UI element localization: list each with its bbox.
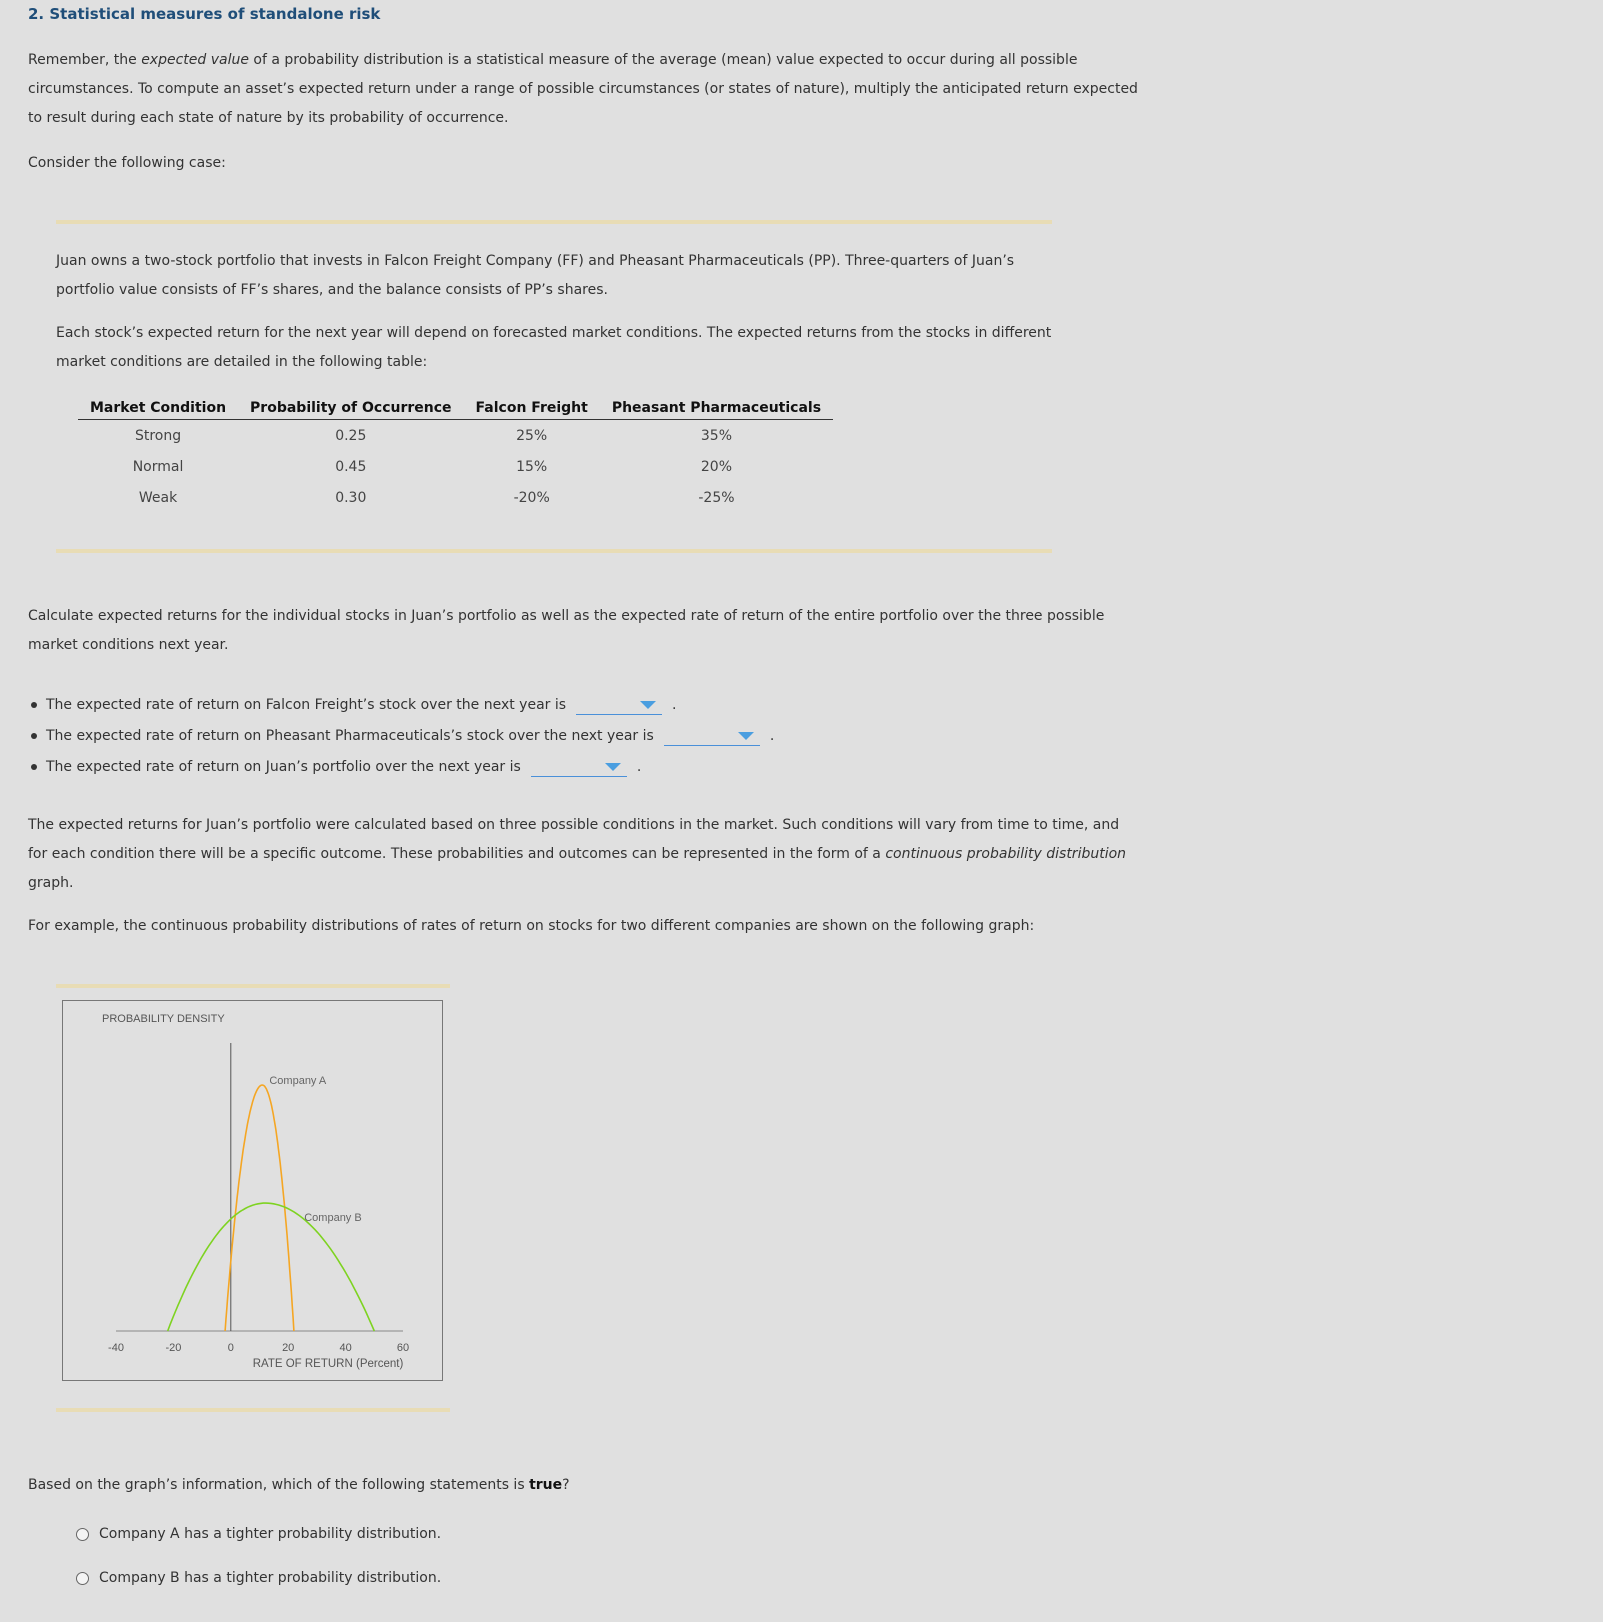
series-curve-company-a (225, 1085, 294, 1331)
cell-pp-return: 20% (700, 458, 732, 475)
x-tick-label: 0 (227, 1342, 234, 1354)
cell-probability: 0.45 (335, 458, 367, 475)
intro-text-start: Remember, the (28, 52, 142, 68)
header-pheasant-pharma: Pheasant Pharmaceuticals (600, 397, 833, 420)
cell-condition: Normal (132, 458, 184, 475)
chevron-down-icon (605, 763, 621, 771)
table-row (78, 420, 833, 452)
bullet-text: The expected rate of return on Falcon Freight’s stock over the next year is (46, 696, 567, 713)
graph-intro: For example, the continuous probability distributions of rates of return on stocks for two different companies are shown on the following graph: (28, 918, 1035, 934)
cell-probability: 0.25 (335, 427, 367, 444)
answer-option-a[interactable] (76, 1526, 441, 1542)
graph-bottom-rule (56, 1408, 450, 1412)
cell-ff-return: -20% (513, 489, 550, 506)
cell-condition: Weak (138, 489, 178, 506)
chevron-down-icon (738, 732, 754, 740)
option-b-label: Company B has a tighter probability distribution. (99, 1570, 442, 1586)
series-label: Company B (304, 1212, 362, 1225)
section-title: 2. Statistical measures of standalone risk (28, 5, 381, 23)
bullet-dot (31, 702, 37, 708)
bullet-period: . (769, 727, 775, 744)
x-tick-label: 40 (339, 1342, 352, 1354)
radio-button-b[interactable] (76, 1572, 89, 1585)
header-probability: Probability of Occurrence (238, 397, 463, 420)
portfolio-return-dropdown[interactable] (531, 756, 627, 777)
table-row (78, 482, 833, 513)
bullet-pp-return (28, 725, 774, 746)
x-tick-label: -20 (165, 1342, 182, 1354)
cell-pp-return: -25% (698, 489, 735, 506)
y-axis-label: PROBABILITY DENSITY (102, 1013, 225, 1025)
distribution-emphasis: distribution (1046, 846, 1127, 862)
table-row (78, 451, 833, 482)
intro-emphasis: expected value (141, 52, 249, 68)
option-a-label: Company A has a tighter probability distribution. (99, 1526, 442, 1542)
header-falcon-freight: Falcon Freight (464, 397, 600, 420)
bullet-portfolio-return (28, 756, 641, 777)
cell-condition: Strong (134, 427, 182, 444)
bullet-text: The expected rate of return on Pheasant Pharmaceuticals’s stock over the next year is (46, 727, 654, 744)
case-bottom-rule (56, 549, 1052, 553)
bullet-dot (31, 764, 37, 770)
distribution-chart (63, 1001, 442, 1380)
probability-graph (62, 1000, 443, 1381)
question-text-end: ? (562, 1477, 570, 1493)
continuous-paragraph (28, 811, 1138, 898)
answer-option-b[interactable] (76, 1570, 441, 1586)
continuous-text-start: The expected returns for Juan’s portfolio were calculated based on three possible conditions in the market. Such conditions will vary from time to time, and for each condition there will be a specific outcome. These probabilities and outcomes can be represented in the form of a (28, 817, 1120, 862)
cell-ff-return: 25% (516, 427, 548, 444)
bullet-period: . (636, 758, 642, 775)
header-market-condition: Market Condition (78, 397, 238, 420)
radio-button-a[interactable] (76, 1528, 89, 1541)
intro-paragraph (28, 46, 1138, 133)
question-text (28, 1471, 1138, 1500)
x-axis-label: RATE OF RETURN (Percent) (252, 1358, 404, 1370)
x-tick-label: -40 (108, 1342, 124, 1354)
case-paragraph-2: Each stock’s expected return for the next year will depend on forecasted market conditions. The expected returns from the stocks in different market conditions are detailed in the following table: (56, 325, 1052, 370)
cell-pp-return: 35% (700, 427, 732, 444)
graph-top-rule (56, 984, 450, 988)
question-emphasis: true (529, 1477, 563, 1493)
x-tick-label: 20 (282, 1342, 295, 1354)
bullet-ff-return (28, 694, 677, 715)
question-text-start: Based on the graph’s information, which of the following statements is (28, 1477, 530, 1493)
x-tick-label: 60 (396, 1342, 410, 1354)
pp-return-dropdown[interactable] (664, 725, 760, 746)
ff-return-dropdown[interactable] (576, 694, 662, 715)
consider-text: Consider the following case: (28, 155, 226, 171)
calc-instruction: Calculate expected returns for the individual stocks in Juan’s portfolio as well as the expected rate of return of the entire portfolio over the three possible market conditions next year. (28, 608, 1105, 653)
bullet-dot (31, 733, 37, 739)
bullet-period: . (672, 696, 677, 713)
case-top-rule (56, 220, 1052, 224)
returns-table (78, 397, 833, 513)
continuous-text-end: graph. (28, 875, 74, 891)
chevron-down-icon (640, 701, 656, 709)
cell-probability: 0.30 (335, 489, 367, 506)
case-paragraph-1: Juan owns a two-stock portfolio that invests in Falcon Freight Company (FF) and Pheasant Pharmaceuticals (PP). Three-quarters of Juan’s portfolio value consists of FF’s shares, and the balance consists of PP’s shares. (56, 253, 1015, 298)
series-label: Company A (269, 1075, 327, 1087)
continuous-emphasis: continuous probability (885, 846, 1042, 862)
bullet-text: The expected rate of return on Juan’s portfolio over the next year is (46, 758, 521, 775)
cell-ff-return: 15% (516, 458, 548, 475)
intro-text-end: of a probability distribution is a statistical measure of the average (mean) value expected to occur during all possible circumstances. To compute an asset’s expected return under a range of possible circumstances (or states of nature), multiply the anticipated return expected to result during each state of nature by its probability of occurrence. (28, 52, 1138, 126)
table-header-row (78, 397, 833, 420)
